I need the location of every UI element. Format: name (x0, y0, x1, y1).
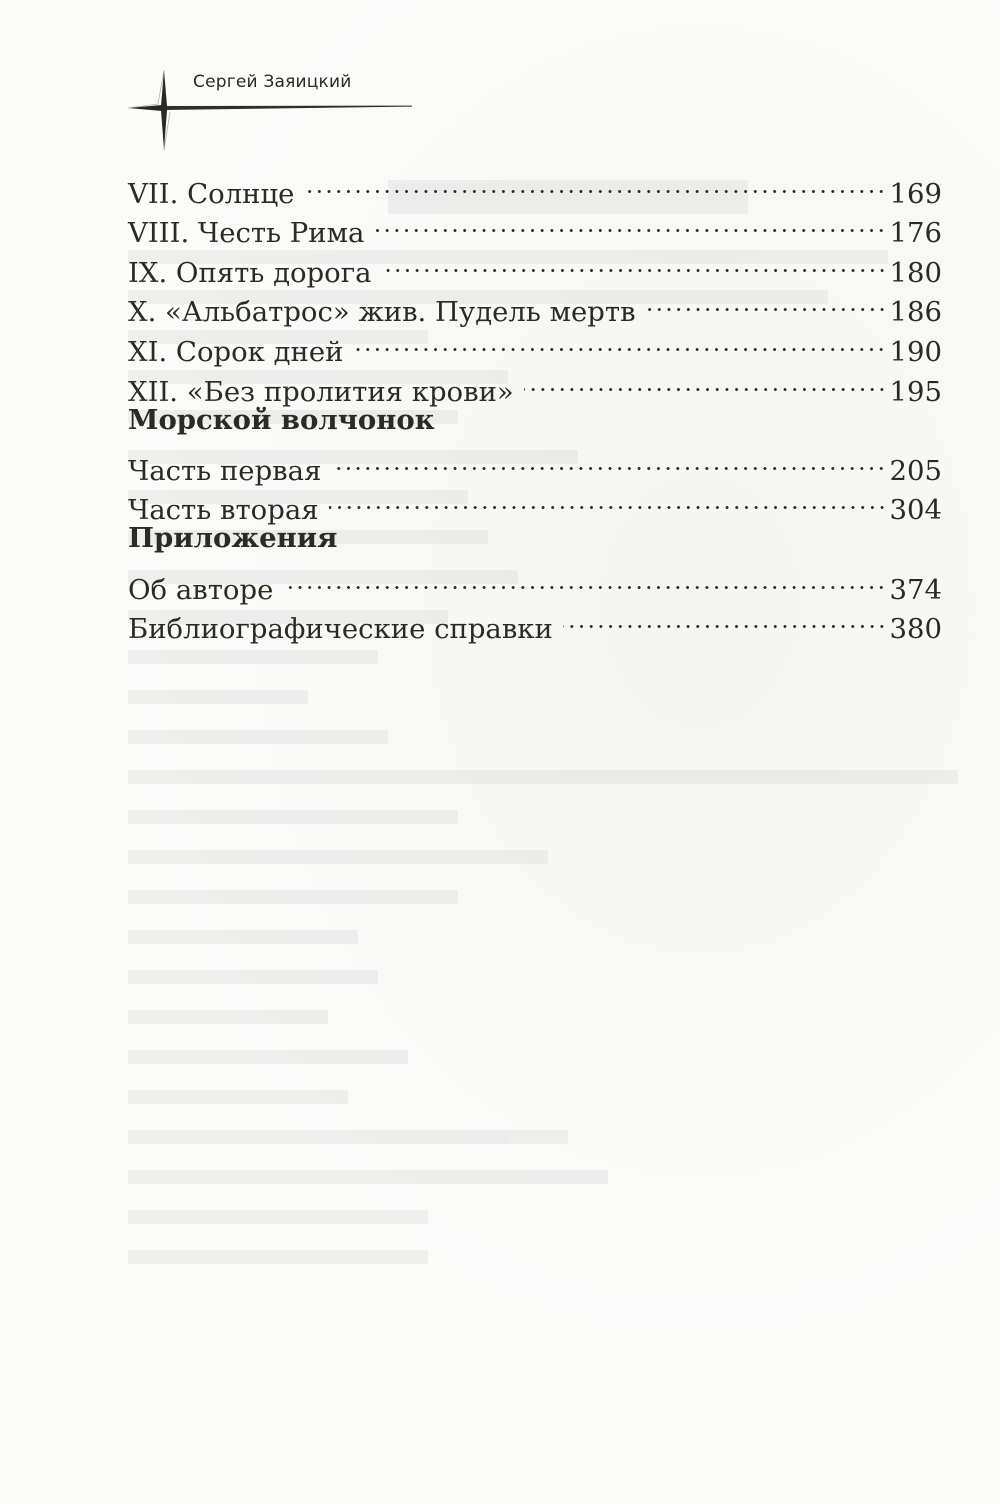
toc-entry-title: IX. Опять дорога (128, 256, 372, 289)
toc-entry-page: 380 (889, 613, 942, 646)
dot-leader (374, 203, 888, 243)
toc-entry-page: 176 (889, 217, 942, 250)
dot-leader (563, 599, 889, 639)
toc-entry-title: Библиографические справки (128, 613, 553, 646)
dot-leader (353, 321, 888, 361)
toc-entry-page: 169 (889, 177, 942, 210)
toc-entry-title: Об авторе (128, 573, 274, 606)
dot-leader (283, 559, 888, 599)
toc-entry-title: XI. Сорок дней (128, 335, 344, 368)
dot-leader (646, 282, 889, 322)
toc-entry-page: 186 (889, 296, 942, 329)
toc-section-title: Приложения (128, 522, 338, 555)
toc-entry-title: Часть первая (128, 454, 322, 487)
toc-entry-page: 195 (889, 375, 942, 408)
dot-leader (524, 361, 889, 401)
toc-entry-title: VIII. Честь Рима (128, 217, 365, 250)
toc-section-title: Морской волчонок (128, 403, 435, 436)
running-head-author: Сергей Заяицкий (193, 72, 352, 92)
toc-entry-title: X. «Альбатрос» жив. Пудель мертв (128, 296, 636, 329)
toc-entry[interactable] (128, 440, 942, 487)
toc-entry-page: 180 (889, 256, 942, 289)
toc-entry-page: 374 (889, 573, 942, 606)
toc-section-heading[interactable] (128, 401, 942, 441)
toc-entry[interactable] (128, 559, 942, 606)
toc-entry-title: Часть вторая (128, 494, 319, 527)
dot-leader (329, 480, 889, 520)
toc-entry-page: 304 (889, 494, 942, 527)
dot-leader (331, 440, 888, 480)
toc-entry-title: XII. «Без пролития крови» (128, 375, 514, 408)
toc-entry-page: 190 (889, 335, 942, 368)
dot-leader (382, 242, 889, 282)
table-of-contents (128, 163, 942, 646)
toc-entry-page: 205 (889, 454, 942, 487)
toc-entry-title: VII. Солнце (128, 177, 295, 210)
dot-leader (304, 163, 888, 203)
toc-section-heading[interactable] (128, 519, 942, 559)
toc-entry[interactable] (128, 163, 942, 210)
